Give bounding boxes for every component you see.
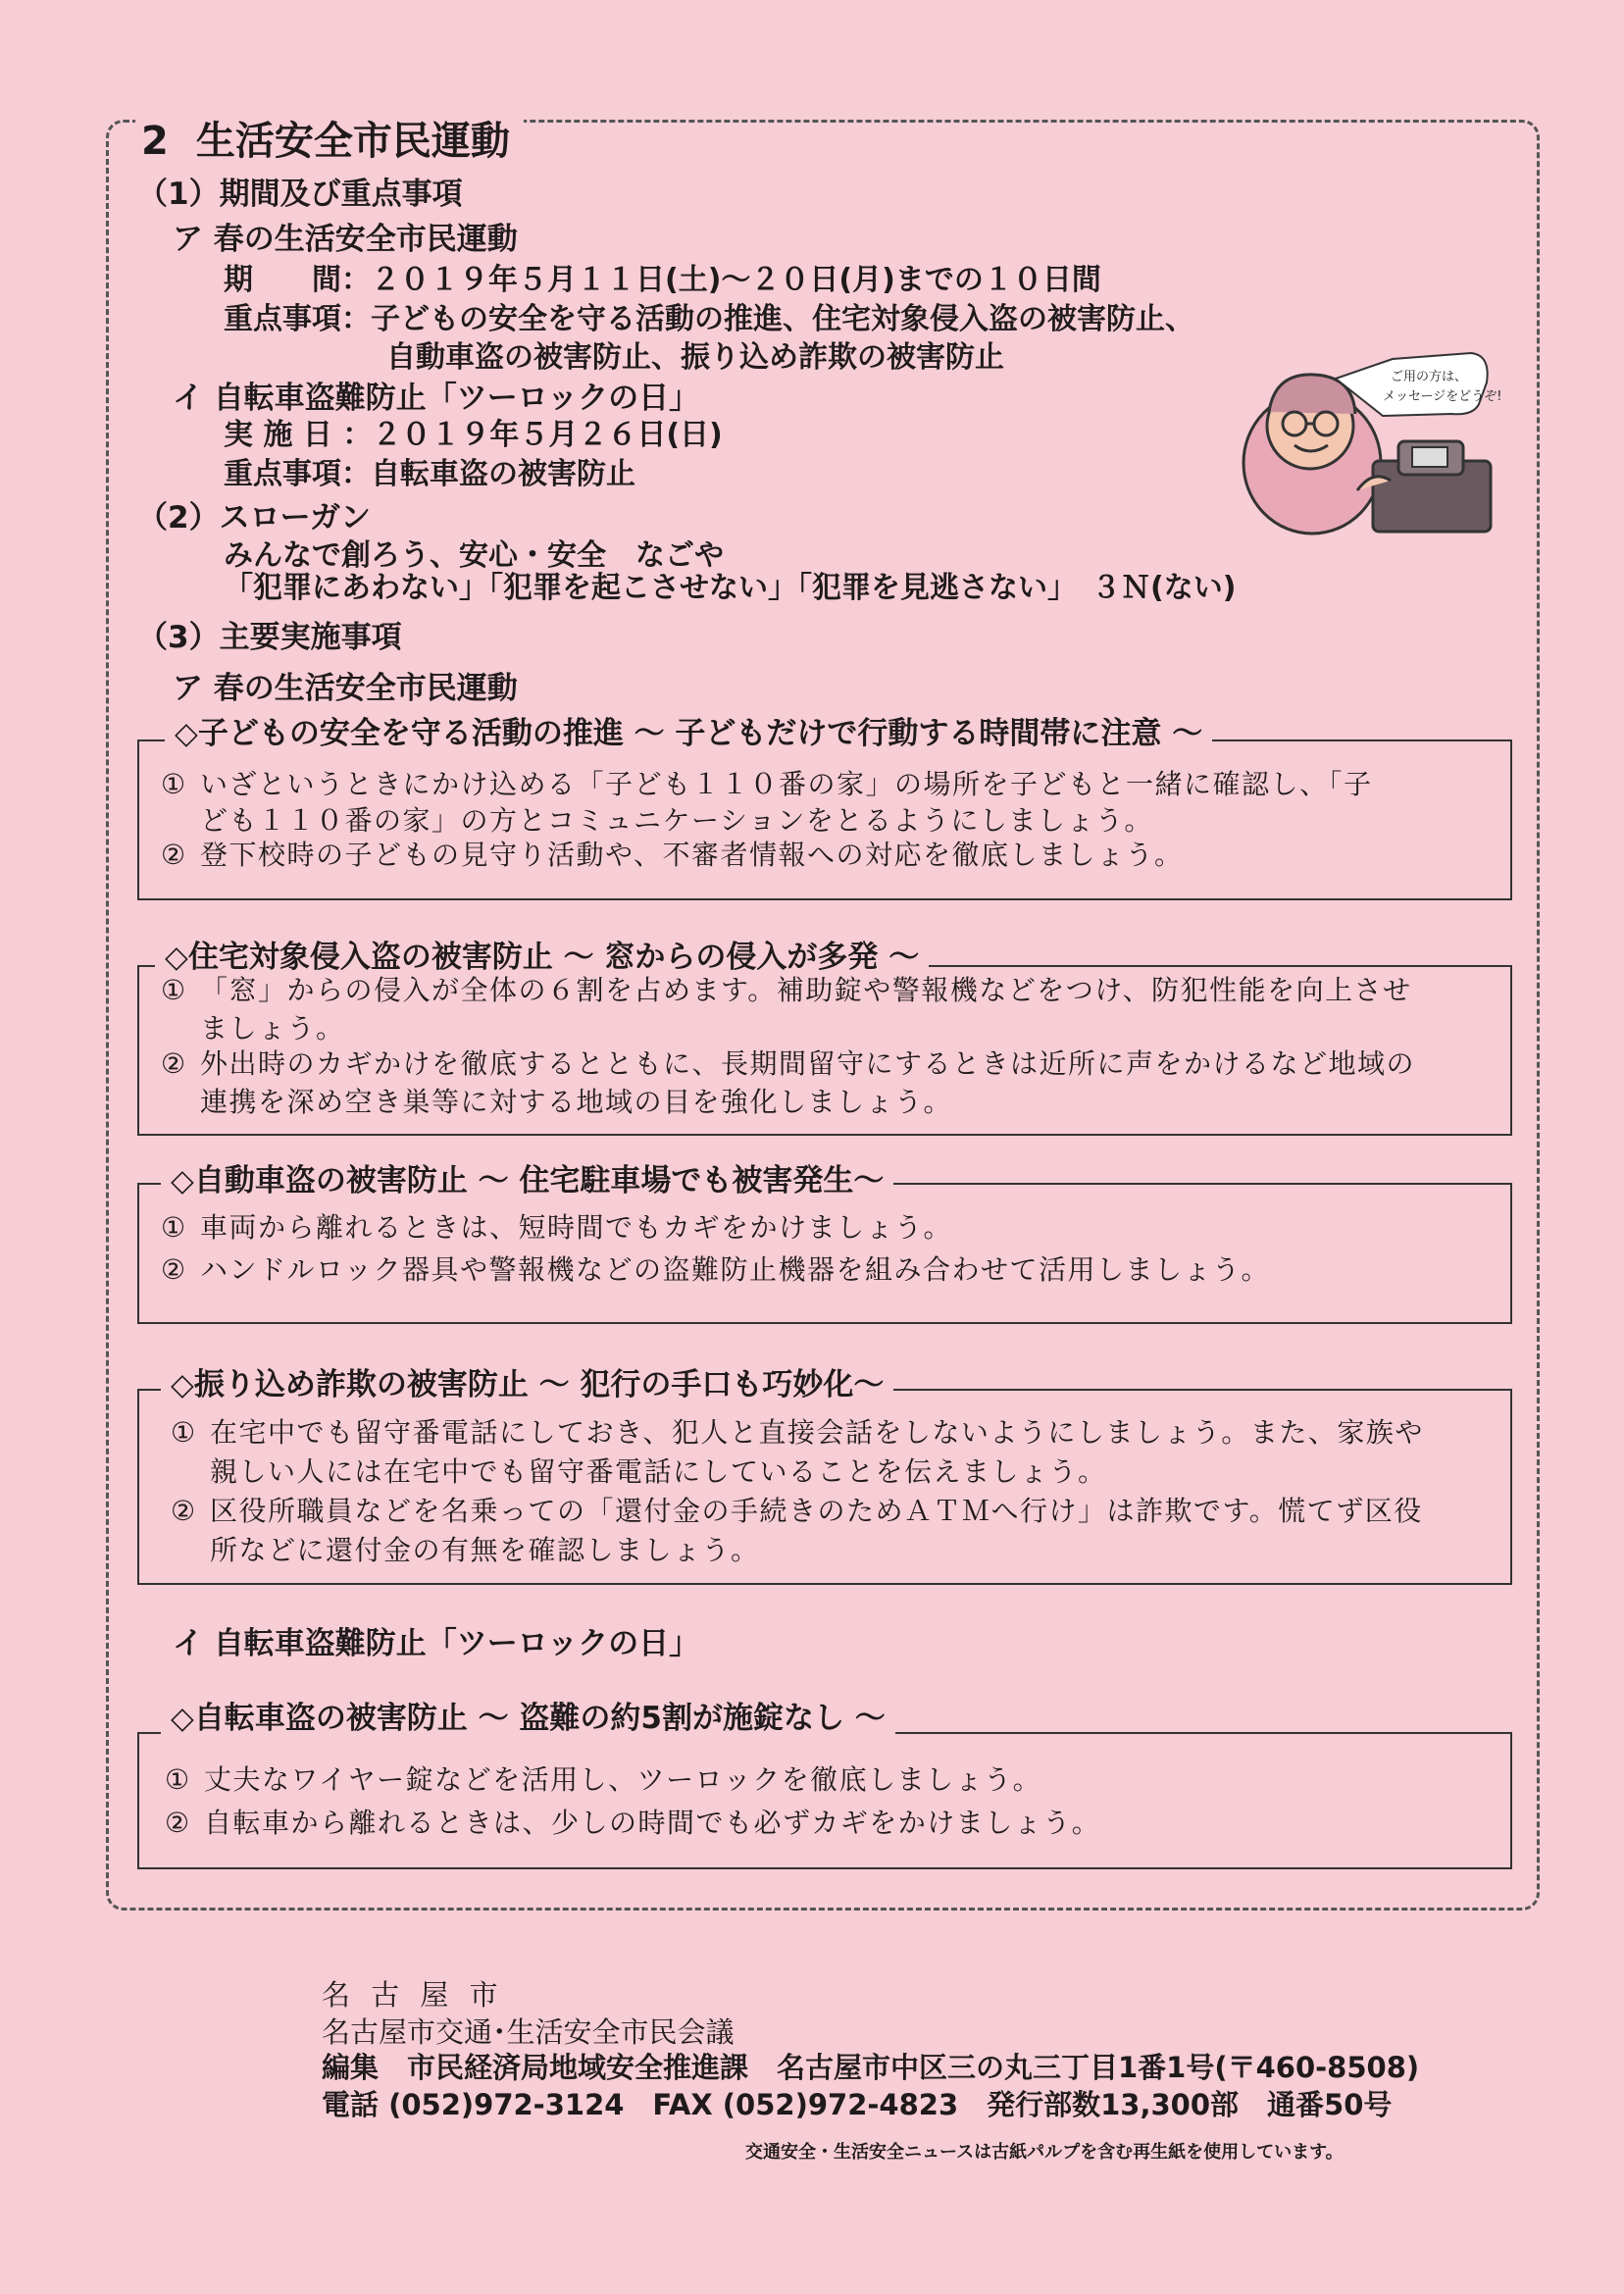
slogan-heading: （2）スローガン xyxy=(137,500,371,535)
footer-edit: 編集 市民経済局地域安全推進課 名古屋市中区三の丸三丁目1番1号(〒460-8508) xyxy=(322,2051,1420,2084)
list-item: 親しい人には在宅中でも留守番電話にしていることを伝えましょう。 xyxy=(210,1455,1107,1488)
slogan-line1: みんなで創ろう、安心・安全 なごや xyxy=(224,538,724,573)
period-value: ２０１９年５月１１日(土)～２０日(月)までの１０日間 xyxy=(371,263,1101,297)
footer-tel: 電話 (052)972-3124 FAX (052)972-4823 発行部数13,300部 通番50号 xyxy=(322,2088,1393,2121)
footer-note: 交通安全・生活安全ニュースは古紙パルプを含む再生紙を使用しています。 xyxy=(745,2142,1344,2163)
spring-focus xyxy=(224,300,1194,339)
list-item: ② 登下校時の子どもの見守り活動や、不審者情報への対応を徹底しましょう。 xyxy=(161,839,1184,871)
spring-focus-2: 自動車盗の被害防止、振り込め詐欺の被害防止 xyxy=(386,340,1004,375)
date-label: 実 施 日 ： xyxy=(224,418,373,452)
section-title xyxy=(135,116,524,167)
list-item: ② 自転車から離れるときは、少しの時間でも必ずカギをかけましょう。 xyxy=(165,1807,1101,1839)
bike-day-focus xyxy=(224,455,635,494)
bike-focus-value: 自転車盗の被害防止 xyxy=(371,457,635,491)
footer-org1: 名 古 屋 市 xyxy=(322,1978,504,2012)
box-burglary-title: ◇住宅対象侵入盗の被害防止 ～ 窓からの侵入が多発 ～ xyxy=(155,938,929,977)
period-heading: （1）期間及び重点事項 xyxy=(137,177,463,212)
list-item: ましょう。 xyxy=(200,1012,345,1045)
box-bicycle-theft-title: ◇自転車盗の被害防止 ～ 盗難の約5割が施錠なし ～ xyxy=(161,1699,895,1738)
main-heading: （3）主要実施事項 xyxy=(137,620,402,655)
box-fraud-title: ◇振り込め詐欺の被害防止 ～ 犯行の手口も巧妙化～ xyxy=(161,1365,893,1404)
list-item: ② 外出時のカギかけを徹底するとともに、長期間留守にするときは近所に声をかけるなど地域の xyxy=(161,1047,1416,1080)
bike-focus-label: 重点事項： xyxy=(224,457,371,491)
spring-period xyxy=(224,261,1101,300)
box-car-theft-title: ◇自動車盗の被害防止 ～ 住宅駐車場でも被害発生～ xyxy=(161,1161,893,1200)
date-value: ２０１９年５月２６日(日) xyxy=(372,418,723,452)
list-item: ① 在宅中でも留守番電話にしておき、犯人と直接会話をしないようにしましょう。また、家族や xyxy=(171,1416,1424,1449)
box-bicycle-theft xyxy=(137,1732,1512,1869)
phone-illustration-icon xyxy=(1226,343,1510,539)
main-sub-a: ア 春の生活安全市民運動 xyxy=(173,671,518,706)
slogan-line2: 「犯罪にあわない」「犯罪を起こさせない」「犯罪を見逃さない」 ３Ｎ(ない) xyxy=(224,571,1237,605)
section-title-text: 生活安全市民運動 xyxy=(195,119,510,164)
list-item: ① 丈夫なワイヤー錠などを活用し、ツーロックを徹底しましょう。 xyxy=(165,1763,1042,1796)
list-item: 所などに還付金の有無を確認しましょう。 xyxy=(210,1534,760,1566)
box-child-safety-title: ◇子どもの安全を守る活動の推進 ～ 子どもだけで行動する時間帯に注意 ～ xyxy=(165,714,1212,753)
bike-day-label: イ 自転車盗難防止「ツーロックの日」 xyxy=(173,381,700,416)
list-item: ② 区役所職員などを名乗っての「還付金の手続きのためＡＴＭへ行け」は詐欺です。慌てず区役 xyxy=(171,1495,1423,1527)
bubble-text-1: ご用の方は、 xyxy=(1391,370,1468,384)
focus-line1: 子どもの安全を守る活動の推進、住宅対象侵入盗の被害防止、 xyxy=(371,302,1194,336)
section-number: 2 xyxy=(141,119,169,164)
list-item: ① 車両から離れるときは、短時間でもカギをかけましょう。 xyxy=(161,1211,953,1244)
period-label: 期 間： xyxy=(224,263,371,297)
footer-org2: 名古屋市交通･生活安全市民会議 xyxy=(322,2015,735,2049)
focus-label: 重点事項： xyxy=(224,302,371,336)
spring-label: ア 春の生活安全市民運動 xyxy=(173,222,518,257)
list-item: ① 「窓」からの侵入が全体の６割を占めます。補助錠や警報機などをつけ、防犯性能を向上させ xyxy=(161,974,1412,1006)
bubble-text-2: メッセージをどうぞ! xyxy=(1383,389,1502,404)
list-item: ② ハンドルロック器具や警報機などの盗難防止機器を組み合わせて活用しましょう。 xyxy=(161,1253,1270,1286)
list-item: 連携を深め空き巣等に対する地域の目を強化しましょう。 xyxy=(200,1086,953,1118)
list-item: ① いざというときにかけ込める「子ども１１０番の家」の場所を子どもと一緒に確認し、「子 xyxy=(161,768,1373,800)
main-sub-i: イ 自転車盗難防止「ツーロックの日」 xyxy=(173,1626,700,1661)
list-item: ども１１０番の家」の方とコミュニケーションをとるようにしましょう。 xyxy=(200,804,1153,837)
bike-day-date xyxy=(224,416,723,455)
